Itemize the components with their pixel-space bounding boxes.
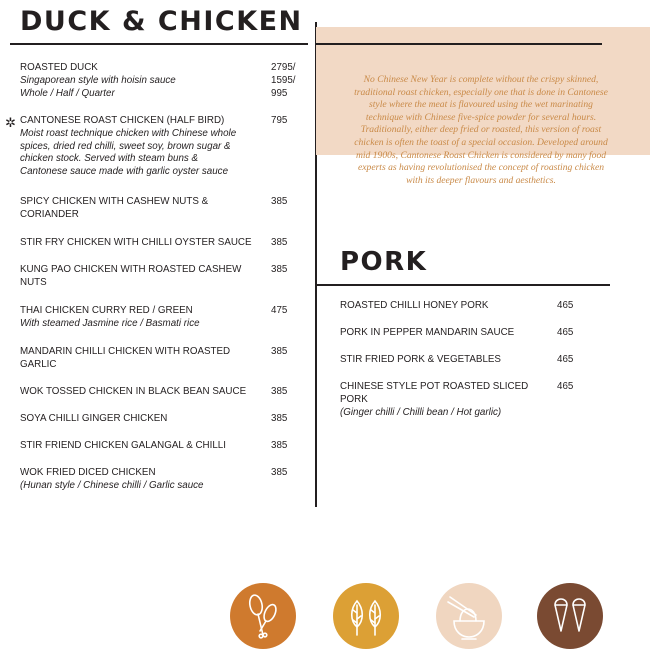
item-name: CANTONESE ROAST CHICKEN (HALF BIRD) [20,115,225,126]
item-name: ROASTED CHILLI HONEY PORK [340,300,489,311]
duck-chicken-title: DUCK & CHICKEN [20,6,303,37]
item-price: 465 [557,327,574,338]
menu-item [20,440,260,453]
item-name: ROASTED DUCK [20,62,98,73]
menu-item [20,346,245,372]
item-desc: (Hunan style / Chinese chilli / Garlic sauce [20,479,204,491]
menu-item [20,264,255,290]
menu-item [340,327,535,340]
item-name: SPICY CHICKEN WITH CASHEW NUTS & CORIANDER [20,196,209,220]
chicken-legs-icon [230,583,296,649]
item-desc: With steamed Jasmine rice / Basmati rice [20,317,200,329]
menu-item [340,300,535,313]
item-name: WOK FRIED DICED CHICKEN [20,467,156,478]
item-price: 2795/ 1595/ 995 [271,62,296,99]
item-price: 795 [271,115,288,126]
item-name: THAI CHICKEN CURRY RED / GREEN [20,305,193,316]
item-desc: (Ginger chilli / Chilli bean / Hot garlic) [340,406,502,418]
menu-item [20,386,260,399]
item-price: 465 [557,381,574,392]
item-price: 465 [557,354,574,365]
pork-title-rule [316,284,610,286]
item-name: CHINESE STYLE POT ROASTED SLICED PORK [340,381,529,405]
pork-title: PORK [340,247,428,277]
ice-cream-cones-icon [537,583,603,649]
menu-item [20,467,260,493]
item-name: STIR FRY CHICKEN WITH CHILLI OYSTER SAUCE [20,237,252,248]
item-name: SOYA CHILLI GINGER CHICKEN [20,413,168,424]
menu-item [20,305,260,331]
menu-item [20,413,260,426]
menu-item [20,115,260,179]
chef-special-star-icon: ✲ [5,115,16,130]
item-price: 385 [271,264,288,275]
menu-item [340,381,580,419]
duck-title-rule [10,43,308,45]
item-price: 385 [271,386,288,397]
menu-item [20,62,260,100]
menu-item [340,354,535,367]
item-desc: Moist roast technique chicken with Chinese whole spices, dried red chilli, sweet soy, brown sugar & chicken stock. Served with steam buns & Cantonese sauce made with garlic oyster sauce [20,127,237,178]
item-name: MANDARIN CHILLI CHICKEN WITH ROASTED GARLIC [20,346,231,370]
leaves-icon [333,583,399,649]
story-rule [316,43,602,45]
item-price: 385 [271,413,288,424]
item-name: WOK TOSSED CHICKEN IN BLACK BEAN SAUCE [20,386,247,397]
item-price: 465 [557,300,574,311]
item-price: 385 [271,196,288,207]
item-name: STIR FRIED PORK & VEGETABLES [340,354,501,365]
item-name: KUNG PAO CHICKEN WITH ROASTED CASHEW NUTS [20,264,242,288]
item-price: 385 [271,237,288,248]
item-price: 385 [271,440,288,451]
item-desc: Singaporean style with hoisin sauce Whole / Half / Quarter [20,74,176,99]
cantonese-chicken-story: No Chinese New Year is complete without the crispy skinned, traditional roast chicken, especially one that is done in Cantonese style where the meat is flavoured using the wet marinating technique with Chinese five-spice powder for several hours. Traditionally, either deep fried or roasted, this version of roast chicken is often the toast of a special occasion. Developed around mid 1900s, Cantonese Roast Chicken is considered by many food experts as having revolutionised the concept of roasting chicken with its deeper flavours and aesthetics. [354,74,608,186]
noodle-bowl-icon [436,583,502,649]
item-price: 385 [271,467,288,478]
menu-item [20,237,260,250]
item-price: 385 [271,346,288,357]
item-name: PORK IN PEPPER MANDARIN SAUCE [340,327,515,338]
item-price: 475 [271,305,288,316]
menu-item [20,196,220,222]
item-name: STIR FRIEND CHICKEN GALANGAL & CHILLI [20,440,226,451]
